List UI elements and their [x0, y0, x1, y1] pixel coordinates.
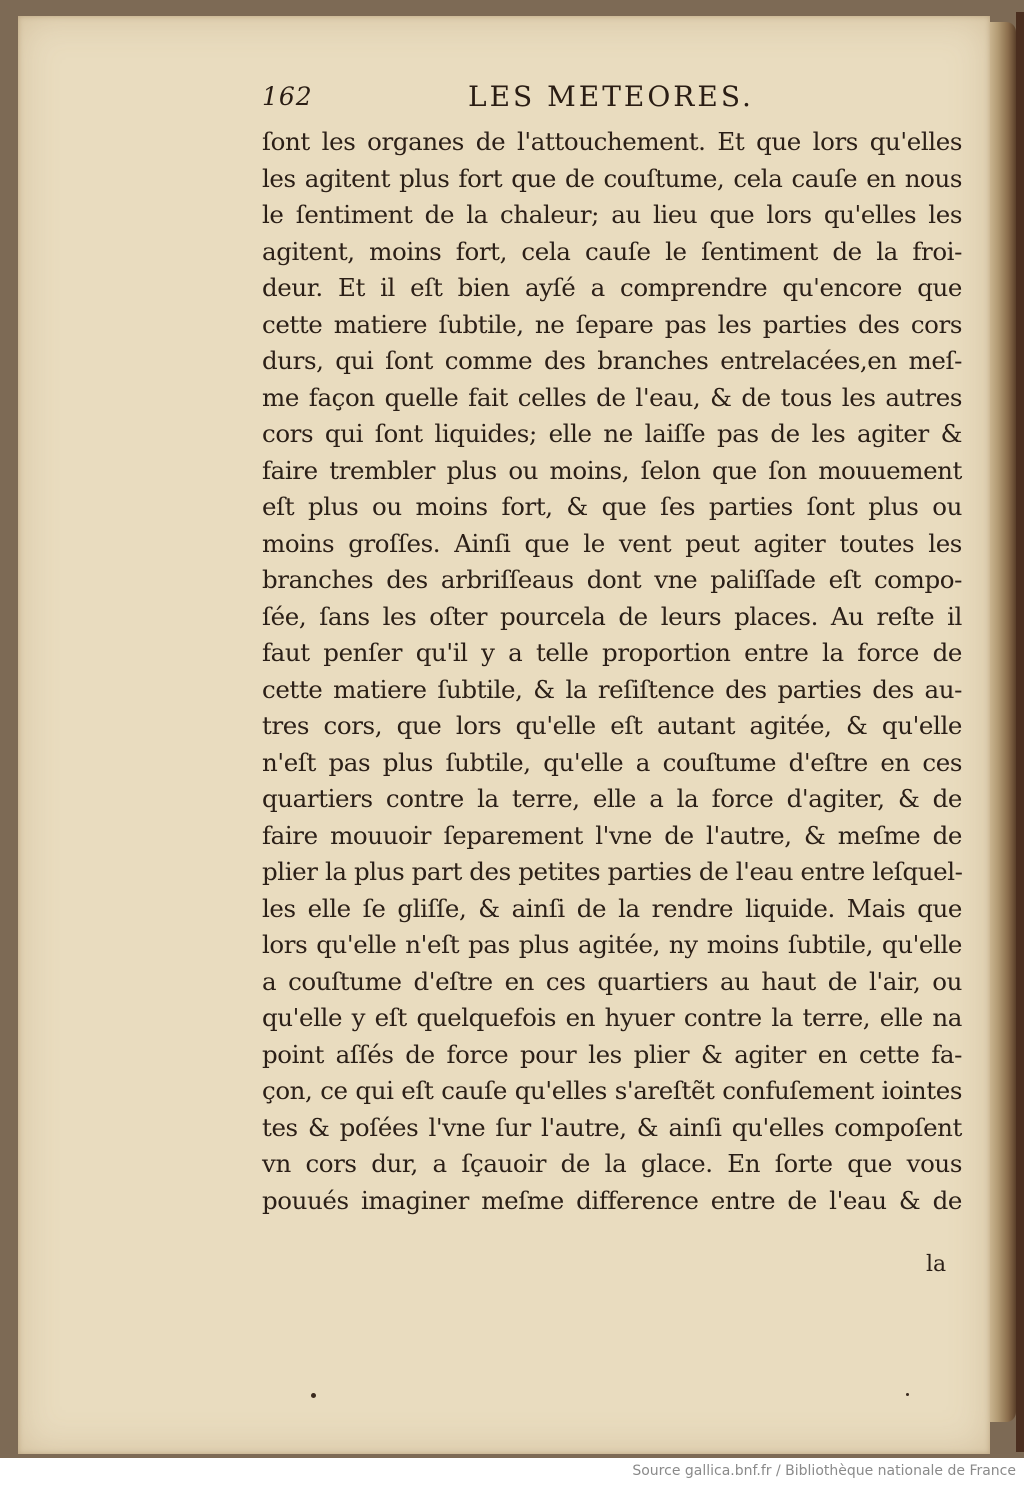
text-line: lors qu'elle n'eſt pas plus agitée, ny moins ſubtile, qu'elle: [262, 930, 962, 959]
text-line: faut penſer qu'il y a telle proportion entre la force de: [262, 638, 962, 667]
text-line: ſée, ſans les oſter pourcela de leurs places. Au reſte il: [262, 601, 962, 631]
text-line: eſt plus ou moins fort, & que ſes parties ſont plus ou: [262, 492, 962, 521]
text-line: deur. Et il eſt bien ayſé a comprendre qu'encore que: [262, 273, 962, 302]
text-line: tes & poſées l'vne ſur l'autre, & ainſi qu'elles compoſent: [262, 1112, 962, 1142]
text-line: me façon quelle fait celles de l'eau, & de tous les autres: [262, 382, 962, 412]
text-line: a couſtume d'eſtre en ces quartiers au haut de l'air, ou: [262, 966, 962, 996]
text-line: plier la plus part des petites parties de l'eau entre leſquel-: [262, 857, 963, 886]
text-line: cette matiere ſubtile, & la reſiſtence des parties des au-: [262, 674, 962, 704]
text-line: pouués imaginer meſme difference entre de l'eau & de: [262, 1185, 962, 1215]
text-line: cors qui ſont liquides; elle ne laiſſe pas de les agiter &: [262, 419, 962, 448]
text-line: tres cors, que lors qu'elle eſt autant agitée, & qu'elle: [262, 711, 962, 740]
catchword: la: [926, 1252, 947, 1277]
book-binding: [1016, 12, 1024, 1452]
text-line: ſont les organes de l'attouchement. Et que lors qu'elles: [262, 127, 962, 156]
page-fore-edge: [990, 22, 1016, 1422]
running-title: LES METEORES.: [468, 80, 754, 113]
ink-speck: [311, 1393, 316, 1398]
source-credit: Source gallica.bnf.fr / Bibliothèque nationale de France: [632, 1463, 1016, 1479]
ink-speck: [906, 1393, 909, 1396]
text-line: moins groſſes. Ainſi que le vent peut agiter toutes les: [262, 528, 962, 558]
text-line: qu'elle y eſt quelquefois en hyuer contre la terre, elle na: [262, 1003, 962, 1032]
page-number: 162: [262, 82, 313, 111]
text-line: agitent, moins fort, cela cauſe le ſentiment de la froi-: [262, 236, 962, 266]
text-line: le ſentiment de la chaleur; au lieu que lors qu'elles les: [262, 200, 962, 229]
text-line: branches des arbriſſeaus dont vne paliſſade eſt compo-: [262, 565, 962, 594]
text-line: n'eſt pas plus ſubtile, qu'elle a couſtume d'eſtre en ces: [262, 747, 962, 777]
text-line: les elle ſe gliſſe, & ainſi de la rendre liquide. Mais que: [262, 893, 962, 923]
text-line: point aſſés de force pour les plier & agiter en cette fa-: [262, 1039, 962, 1069]
running-head: [262, 78, 962, 118]
text-line: vn cors dur, a ſçauoir de la glace. En ſorte que vous: [262, 1149, 962, 1178]
text-line: cette matiere ſubtile, ne ſepare pas les parties des cors: [262, 309, 962, 339]
text-line: çon, ce qui eſt cauſe qu'elles s'areſtẽt confuſement iointes: [262, 1076, 962, 1105]
body-text: [262, 124, 962, 1219]
text-line: faire mouuoir ſeparement l'vne de l'autre, & meſme de: [262, 820, 962, 850]
text-line: durs, qui ſont comme des branches entrelacées,en meſ-: [262, 346, 962, 375]
text-line: quartiers contre la terre, elle a la force d'agiter, & de: [262, 784, 962, 813]
text-line: faire trembler plus ou moins, ſelon que ſon mouuement: [262, 455, 962, 485]
text-line: les agitent plus fort que de couſtume, cela cauſe en nous: [262, 163, 962, 193]
